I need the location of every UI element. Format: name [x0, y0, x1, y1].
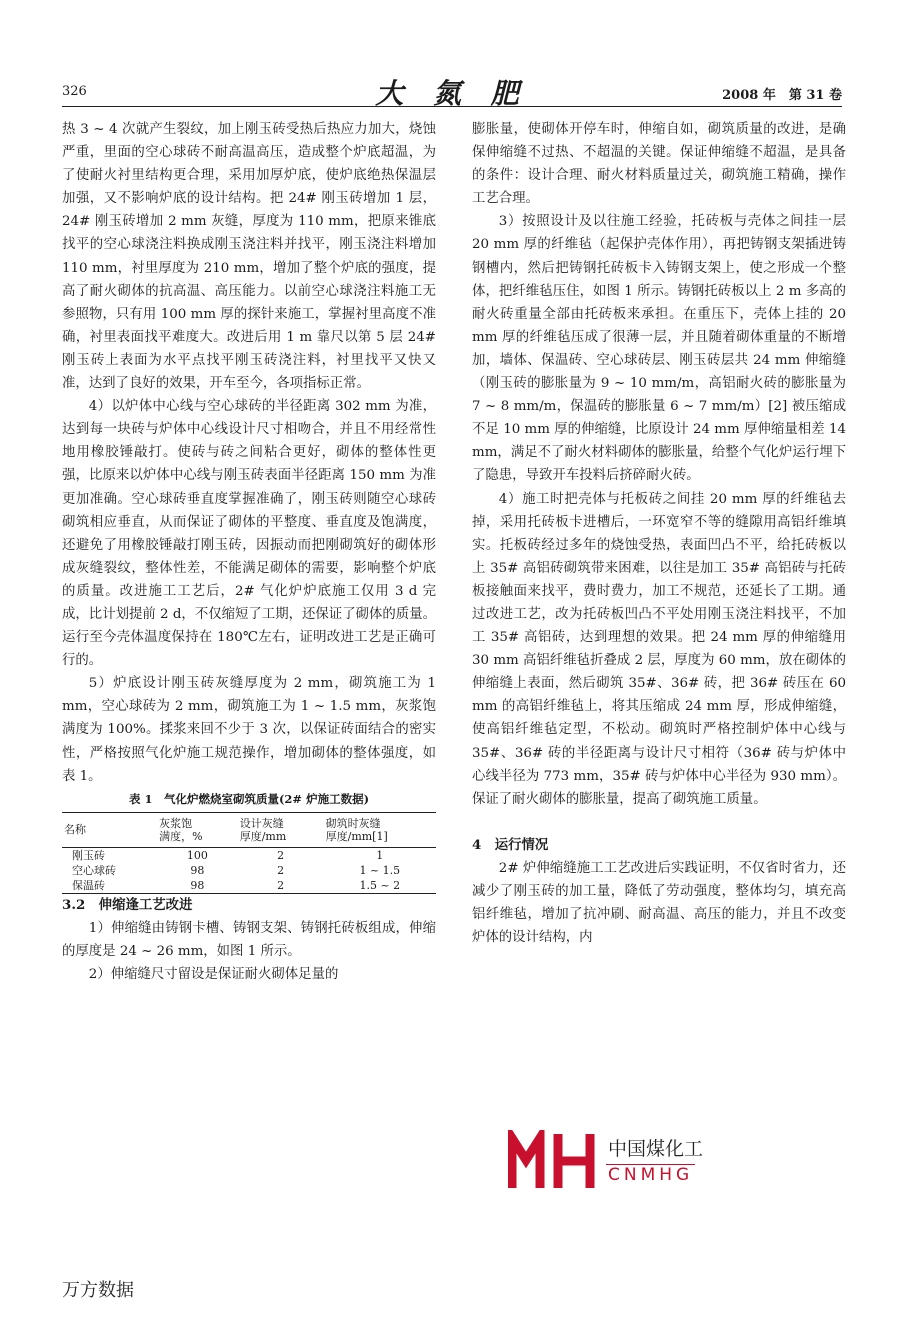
header-fill: 灰浆饱 满度，%: [159, 816, 203, 843]
paragraph: 热 3 ~ 4 次就产生裂纹，加上刚玉砖受热后热应力加大，烧蚀严重，里面的空心球砖不耐高温高压，造成整个炉底超温，为了使耐火衬里结构更合理，采用加厚炉底，使炉底绝热保温层加强，又不影响炉底的设计结构。把 24# 刚玉砖增加 1 层，24# 刚玉砖增加 2 mm 灰缝，厚度为 110 mm，把原来锥底找平的空心球浇注料换成刚玉浇注料并找平，刚玉浇注料增加 110 mm，衬里厚度为 210 mm，增加了整个炉底的强度，提高了耐火砌体的抗高温、高压能力。以前空心球浇注料施工无参照物，只有用 100 mm 厚的探针来施工，掌握衬里高度不准确，衬里表面找平难度大。改进后用 1 m 靠尺以第 5 层 24# 刚玉砖上表面为水平点找平刚玉砖浇注料，衬里找平又快又准，达到了良好的效果，开车至今，各项指标正常。: [62, 122, 436, 392]
journal-title: 大 氮 肥: [375, 77, 529, 110]
right-column: [472, 118, 846, 949]
cell-name: 刚玉砖: [72, 848, 105, 862]
paragraph: 膨胀量，使砌体开停车时，伸缩自如，砌筑质量的改进，是确保伸缩缝不过热、不超温的关键。保证伸缩缝不超温，是具备的条件：设计合理、耐火材料质量过关，砌筑施工精确，操作工艺合理。: [472, 122, 846, 207]
header-name: 名称: [64, 823, 86, 837]
cell-actual: 1: [376, 848, 384, 862]
left-column: [62, 118, 436, 986]
section-heading: 4 运行情况: [472, 836, 549, 853]
paragraph: 2）伸缩缝尺寸留设是保证耐火砌体足量的: [88, 967, 339, 982]
paragraph: 5）炉底设计刚玉砖灰缝厚度为 2 mm，砌筑施工为 1 mm，空心球砖为 2 mm，砌筑施工为 1 ~ 1.5 mm，灰浆饱满度为 100%。揉浆来回不少于 3 次，以保证砖面结合的密实性，严格按照气化炉施工规范操作，增加砌体的整体强度，如表 1。: [62, 676, 436, 784]
paragraph: 3）按照设计及以往施工经验，托砖板与壳体之间挂一层 20 mm 厚的纤维毡（起保护壳体作用），再把铸钢支架插进铸钢槽内，然后把铸钢托砖板卡入铸钢支架上，使之形成一个整体，把纤维毡压住，如图 1 所示。铸钢托砖板以上 2 m 多高的耐火砖重量全部由托砖板来承担。在重压下，壳体上挂的 20 mm 厚的纤维毡压成了很薄一层，并且随着砌体重量的不断增加，墙体、保温砖、空心球砖层、刚玉砖层共 24 mm 伸缩缝（刚玉砖的膨胀量为 9 ~ 10 mm/m，高铝耐火砖的膨胀量为 7 ~ 8 mm/m，保温砖的膨胀量 6 ~ 7 mm/m）[2] 被压缩成不足 10 mm 厚的伸缩缝，比原设计 24 mm 厚伸缩量相差 14 mm，满足不了耐火材料砌体的膨胀量，给整个气化炉运行埋下了隐患，导致开车投料后挤碎耐火砖。: [472, 214, 846, 484]
header-design-joint: 设计灰缝 厚度/mm: [239, 816, 287, 843]
issue-info: 2008 年 第 31 卷: [722, 88, 842, 103]
cell-design: 2: [277, 848, 285, 862]
page-header: [62, 77, 842, 110]
cell-name: 保温砖: [72, 878, 105, 892]
cell-design: 2: [277, 878, 285, 892]
cell-name: 空心球砖: [72, 863, 116, 877]
cnmhg-watermark: [508, 1130, 708, 1196]
watermark-text: 中国煤化工: [606, 1134, 705, 1161]
masonry-quality-table: [62, 812, 436, 894]
paragraph: 4）以炉体中心线与空心球砖的半径距离 302 mm 为准，达到每一块砖与炉体中心线设计尺寸相吻合，并且不用经常性地用橡胶锤敲打。使砖与砖之间粘合更好，砌体的整体性更强，比原来以炉体中心线与刚玉砖表面半径距离 150 mm 为准更加准确。空心球砖垂直度掌握准确了，刚玉砖则随空心球砖砌筑相应垂直，从而保证了砌体的平整度、垂直度及饱满度，还避免了用橡胶锤敲打刚玉砖，因振动而把刚砌筑好的砌体形成灰缝裂纹，整体性差，不能满足砌体的需要，影响整个炉底的质量。改进施工工艺后，2# 气化炉炉底施工仅用 3 d 完成，比计划提前 2 d，不仅缩短了工期，还保证了砌体的质量。运行至今壳体温度保持在 180℃左右，证明改进工艺是正确可行的。: [62, 399, 436, 669]
source-footer: 万方数据: [62, 1280, 134, 1301]
table-row: [62, 863, 436, 878]
cell-fill: 100: [186, 848, 208, 862]
cell-actual: 1.5 ~ 2: [359, 878, 401, 892]
header-actual-joint: 砌筑时灰缝 厚度/mm[1]: [325, 816, 388, 843]
page-number: 326: [62, 84, 87, 99]
table-row: [62, 847, 436, 863]
cnmhg-logo-icon: [508, 1130, 600, 1192]
spacer: [472, 811, 846, 834]
cell-actual: 1 ~ 1.5: [359, 863, 401, 877]
header-rule: [62, 106, 842, 107]
section-heading: 3.2 伸缩逢工艺改进: [62, 896, 193, 913]
watermark-subtext: CNMHG: [608, 1165, 694, 1185]
paragraph: 4）施工时把壳体与托板砖之间挂 20 mm 厚的纤维毡去掉，采用托砖板卡进槽后，一环宽窄不等的缝隙用高铝纤维填实。托板砖经过多年的烧蚀受热，表面凹凸不平，给托砖板以上 35# 高铝砖砌筑带来困难，以往是加工 35# 高铝砖与托砖板接触面来找平，费时费力，加工不规范，还延长了工期。通过改进工艺，改为托砖板凹凸不平处用刚玉浇注料找平，不加工 35# 高铝砖，达到理想的效果。把 24 mm 厚的伸缩缝用 30 mm 高铝纤维毡折叠成 2 层，厚度为 60 mm，放在砌体的伸缩缝上表面，然后砌筑 35#、36# 砖，把 36# 砖压在 60 mm 的高铝纤维毡上，将其压缩成 24 mm 厚，形成伸缩缝，使高铝纤维毡定型，不松动。砌筑时严格控制炉体中心线与 35#、36# 砖的半径距离与设计尺寸相符（36# 砖与炉体中心线半径为 773 mm，35# 砖与炉体中心半径为 930 mm）。保证了耐火砌体的膨胀量，提高了砌筑施工质量。: [472, 491, 846, 807]
cell-design: 2: [277, 863, 285, 877]
cell-fill: 98: [190, 863, 205, 877]
table-caption: 表 1 气化炉燃烧室砌筑质量(2# 炉施工数据): [128, 791, 370, 806]
table-row: [62, 878, 436, 894]
table-header-row: [62, 812, 436, 847]
paragraph: 2# 炉伸缩缝施工工艺改进后实践证明，不仅省时省力，还减少了刚玉砖的加工量，降低了劳动强度，整体均匀，填充高铝纤维毡，增加了抗冲刷、耐高温、高压的能力，并且不改变炉体的设计结构，内: [472, 860, 846, 946]
paragraph: 1）伸缩缝由铸钢卡槽、铸钢支架、铸钢托砖板组成，伸缩的厚度是 24 ~ 26 mm，如图 1 所示。: [62, 920, 436, 959]
cell-fill: 98: [190, 878, 205, 892]
